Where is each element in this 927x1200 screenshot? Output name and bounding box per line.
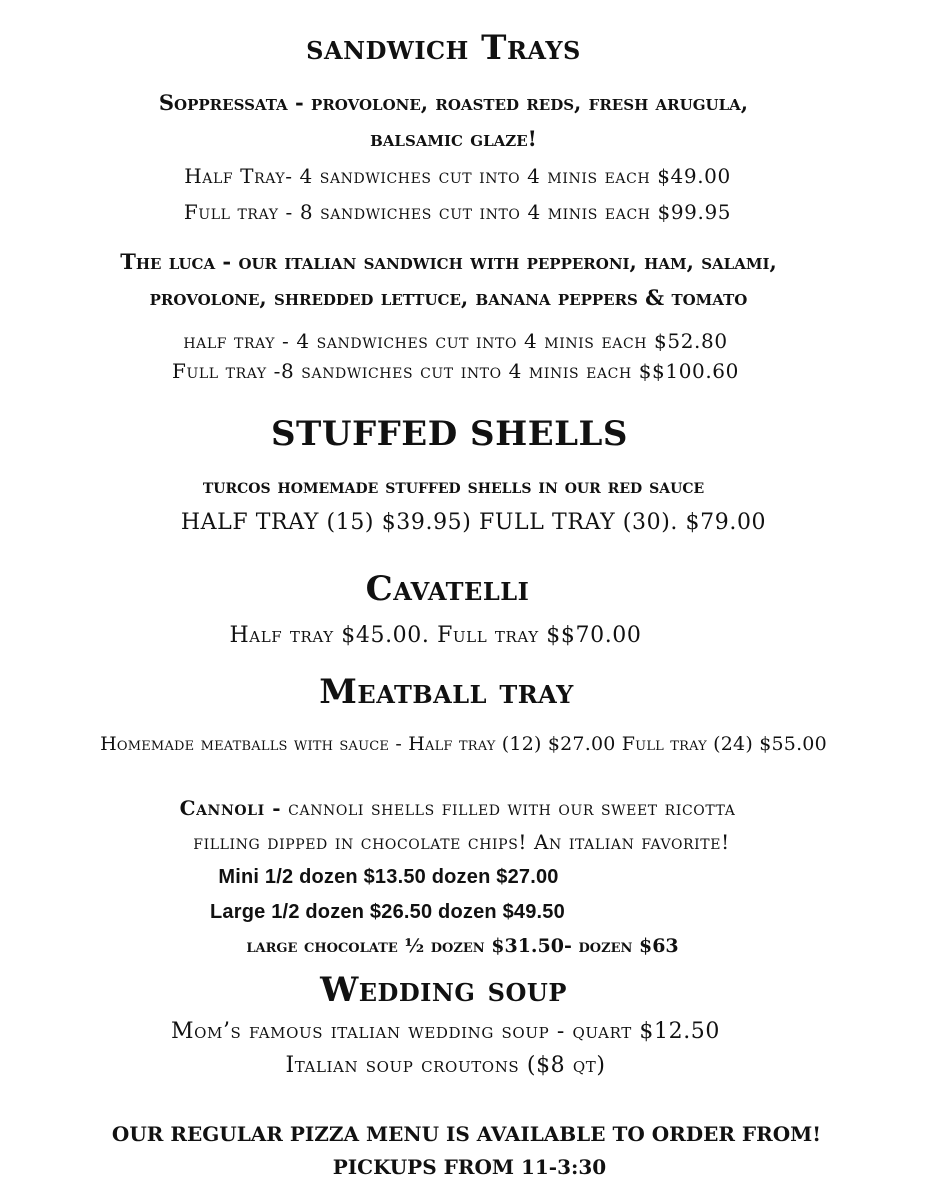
stuffed-shells-desc: turcos homemade stuffed shells in our red sauce bbox=[202, 474, 705, 498]
cavatelli-heading: Cavatelli bbox=[365, 569, 530, 609]
soppressata-full-tray: Full tray - 8 sandwiches cut into 4 minis each $99.95 bbox=[183, 200, 732, 224]
soup-croutons-line: Italian soup croutons ($8 qt) bbox=[285, 1053, 606, 1078]
sandwich-trays-heading: sandwich Trays bbox=[306, 28, 581, 68]
cannoli-desc-text: cannoli shells filled with our sweet ricotta bbox=[281, 796, 736, 820]
wedding-soup-line: Mom’s famous italian wedding soup - quart $12.50 bbox=[170, 1019, 721, 1044]
pizza-menu-notice: OUR REGULAR PIZZA MENU IS AVAILABLE TO ORDER FROM! bbox=[111, 1122, 822, 1146]
cavatelli-prices: Half tray $45.00. Full tray $$70.00 bbox=[229, 623, 642, 648]
cannoli-desc-line2: filling dipped in chocolate chips! An italian favorite! bbox=[193, 830, 730, 854]
soppressata-desc-line2: balsamic glaze! bbox=[370, 126, 537, 151]
luca-desc-line2: provolone, shredded lettuce, banana peppers & tomato bbox=[149, 285, 748, 310]
soppressata-desc-line1: Soppressata - provolone, roasted reds, fresh arugula, bbox=[158, 90, 749, 115]
wedding-soup-heading: Wedding soup bbox=[320, 970, 567, 1010]
cannoli-large-chocolate-prices: large chocolate ½ dozen $31.50- dozen $63 bbox=[246, 935, 679, 957]
meatball-tray-heading: Meatball tray bbox=[319, 672, 574, 712]
cannoli-desc-line1 bbox=[0, 796, 921, 820]
luca-full-tray: Full tray -8 sandwiches cut into 4 minis each $$100.60 bbox=[172, 359, 739, 383]
stuffed-shells-heading: STUFFED SHELLS bbox=[271, 414, 628, 454]
cannoli-label: Cannoli - bbox=[179, 796, 282, 820]
cannoli-mini-prices: Mini 1/2 dozen $13.50 dozen $27.00 bbox=[218, 866, 559, 888]
soppressata-half-tray: Half Tray- 4 sandwiches cut into 4 minis each $49.00 bbox=[184, 164, 731, 188]
cannoli-large-prices: Large 1/2 dozen $26.50 dozen $49.50 bbox=[210, 901, 565, 923]
stuffed-shells-prices: HALF TRAY (15) $39.95) FULL TRAY (30). $79.00 bbox=[180, 510, 767, 535]
pickup-hours: PICKUPS FROM 11-3:30 bbox=[332, 1155, 607, 1179]
meatball-tray-desc: Homemade meatballs with sauce - Half tray (12) $27.00 Full tray (24) $55.00 bbox=[100, 733, 827, 755]
luca-half-tray: half tray - 4 sandwiches cut into 4 minis each $52.80 bbox=[183, 329, 728, 353]
luca-desc-line1: The luca - our italian sandwich with pepperoni, ham, salami, bbox=[120, 249, 777, 274]
